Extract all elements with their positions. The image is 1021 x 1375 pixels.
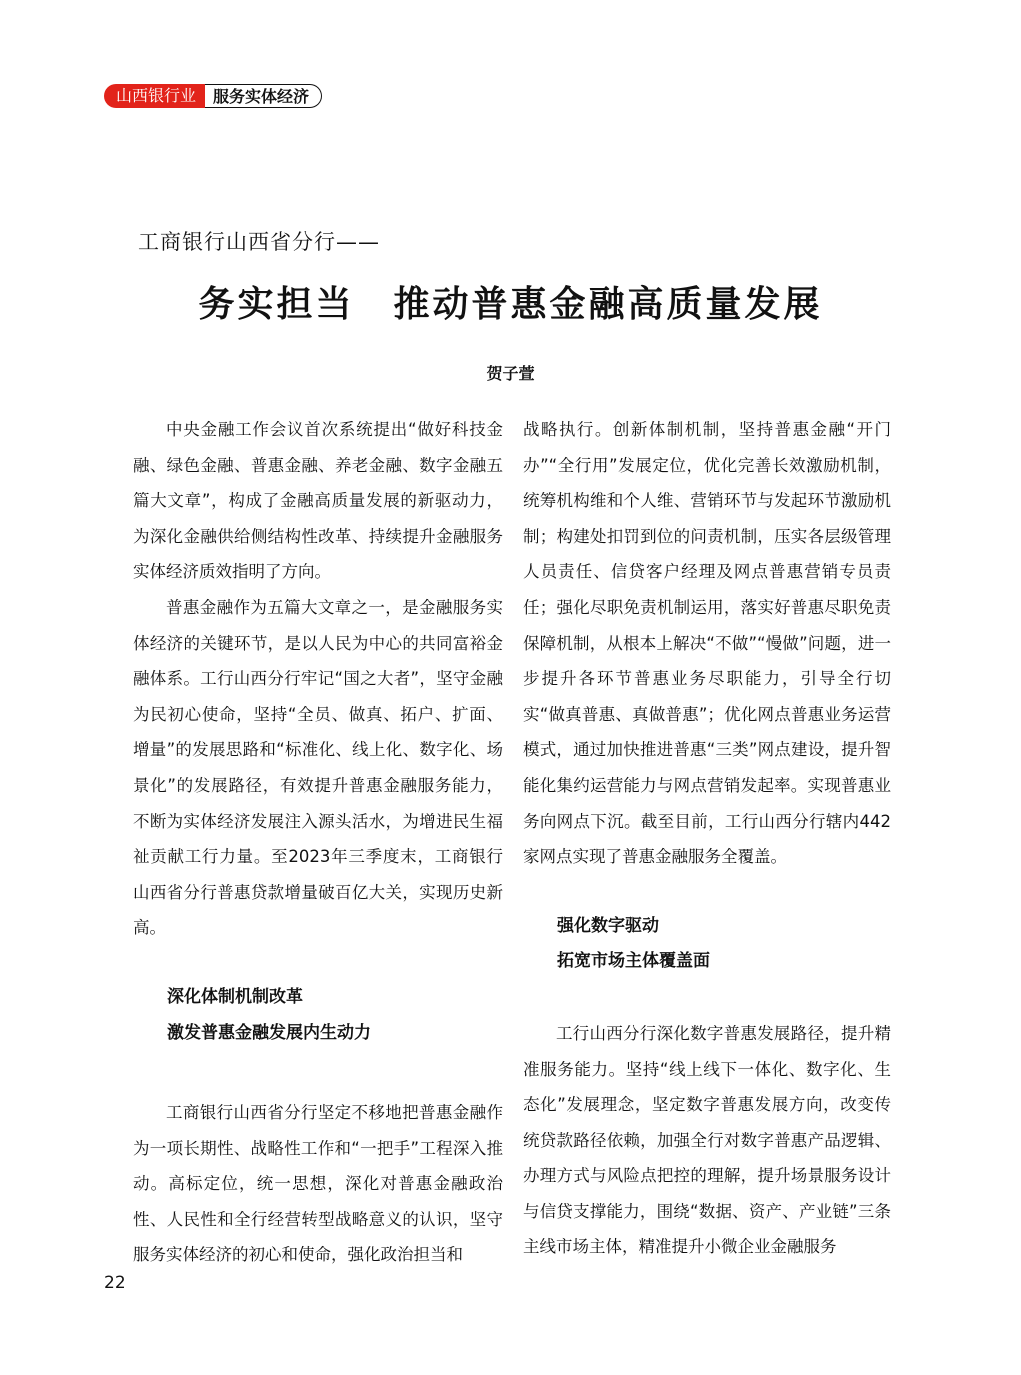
article-kicker: 工商银行山西省分行——	[138, 230, 380, 254]
article-author: 贺子萱	[486, 364, 535, 383]
section-heading-line: 强化数字驱动	[557, 915, 659, 936]
section-tag	[104, 83, 322, 109]
paragraph: 战略执行。创新体制机制，坚持普惠金融“开门办”“全行用”发展定位，优化完善长效激励机制，统筹机构维和个人维、营销环节与发起环节激励机制；构建处扣罚到位的问责机制，压实各层级管理人员责任、信贷客户经理及网点普惠营销专员责任；强化尽职免责机制运用，落实好普惠尽职免责保障机制，从根本上解决“不做”“慢做”问题，进一步提升各环节普惠业务尽职能力，引导全行切实“做真普惠、真做普惠”；优化网点普惠业务运营模式，通过加快推进普惠“三类”网点建设，提升智能化集约运营能力与网点营销发起率。实现普惠业务向网点下沉。截至目前，工行山西分行辖内442家网点实现了普惠金融服务全覆盖。	[523, 420, 891, 867]
paragraph: 工行山西分行深化数字普惠发展路径，提升精准服务能力。坚持“线上线下一体化、数字化、生态化”发展理念，坚定数字普惠发展方向，改变传统贷款路径依赖，加强全行对数字普惠产品逻辑、办理方式与风险点把控的理解，提升场景服务设计与信贷支撑能力，围绕“数据、资产、产业链”三条主线市场主体，精准提升小微企业金融服务	[523, 1023, 891, 1257]
section-heading-line: 拓宽市场主体覆盖面	[557, 951, 710, 972]
paragraph: 工商银行山西省分行坚定不移地把普惠金融作为一项长期性、战略性工作和“一把手”工程深入推动。高标定位，统一思想，深化对普惠金融政治性、人民性和全行经营转型战略意义的认识，坚守服务实体经济的初心和使命，强化政治担当和	[133, 1103, 503, 1265]
left-column	[133, 412, 503, 1273]
section-tag-secondary: 服务实体经济	[205, 84, 322, 108]
right-column	[523, 412, 891, 1265]
paragraph: 中央金融工作会议首次系统提出“做好科技金融、绿色金融、普惠金融、养老金融、数字金融五篇大文章”，构成了金融高质量发展的新驱动力，为深化金融供给侧结构性改革、持续提升金融服务实体经济质效指明了方向。	[133, 420, 503, 582]
article-title: 务实担当 推动普惠金融高质量发展	[198, 283, 823, 325]
section-tag-primary: 山西银行业	[104, 84, 205, 108]
paragraph: 普惠金融作为五篇大文章之一，是金融服务实体经济的关键环节，是以人民为中心的共同富裕金融体系。工行山西分行牢记“国之大者”，坚守金融为民初心使命，坚持“全员、做真、拓户、扩面、增量”的发展思路和“标准化、线上化、数字化、场景化”的发展路径，有效提升普惠金融服务能力，不断为实体经济发展注入源头活水，为增进民生福祉贡献工行力量。至2023年三季度末，工商银行山西省分行普惠贷款增量破百亿大关，实现历史新高。	[133, 597, 503, 938]
section-heading-line: 激发普惠金融发展内生动力	[167, 1022, 371, 1043]
section-heading-line: 深化体制机制改革	[167, 986, 303, 1007]
page-number: 22	[104, 1273, 126, 1293]
